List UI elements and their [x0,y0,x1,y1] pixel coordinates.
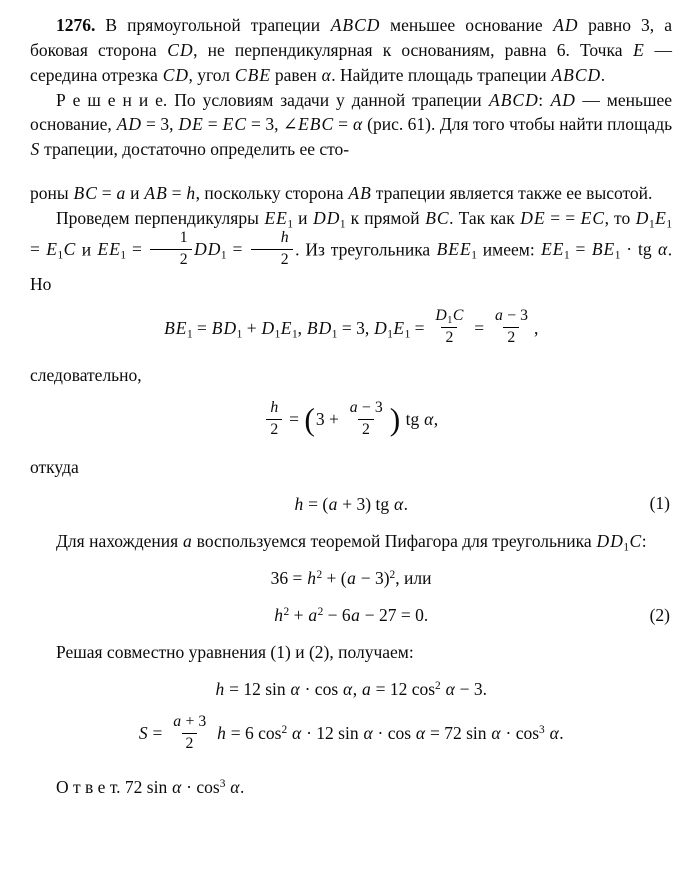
fraction: $\frac{a + 3}{2}$ [173,712,207,752]
superscript: 2 [283,605,290,618]
fraction: $\frac{D_1C}{2}$ [435,307,464,347]
math-inline: ABCD [489,89,538,110]
math-inline: h = 12 sin α · cos α, a = 12 $\cos^2 \alpha - 3$. [215,679,488,700]
subscript: 1 [186,328,193,341]
subscript: 1 [387,328,393,341]
math-inline: S = [138,723,163,744]
solution-paragraph-2: роны BC = a и AB = h, поскольку сторона AB трапеции является также ее высотой. [30,183,653,204]
fraction: $\frac{h}{2}$ [266,399,283,440]
equation-be1 [30,309,672,350]
superscript: 2 [316,568,323,581]
math-inline: a [183,531,192,552]
equation-body: $36 = h^2 + (a - 3)^2$, или [270,568,432,589]
equation-pythagoras [30,567,672,591]
math-inline: $DD_1C$ [596,531,642,554]
math-inline: DE = EC = 3 [178,114,275,135]
equation-body [215,679,487,699]
problem-statement: 1276. В прямоугольной трапеции ABCD меньшее основание AD равно 3, а боковая сторона CD, не перпендикулярная к основаниям, равна 6. Точка E — середина отрезка CD, угол CBE равен α. Найдите площадь трапеции ABCD. [30,15,672,85]
math-inline: $36 = h^2 + (a - 3)^2$ [270,568,396,589]
solution-paragraph-3: Проведем перпендикуляры $EE_1$ и $DD_1$ к прямой BC. Так как DE = = EC, то $D_1E_1 = E_1C$ и $EE_1$ = $\frac{1}{2}$ $DD_1$ = $\frac{h}{2}$ . Из треугольника $BEE_1$ имеем: $EE_1 = BE_1$ · tg α. Но [30,207,673,294]
big-paren: ) [389,402,401,438]
superscript: 2 [389,568,396,581]
equation-2 [30,604,672,628]
superscript: 3 [219,777,226,790]
equation-area [30,712,672,756]
equation-number: (1) [649,493,670,514]
math-inline: AB = h [144,183,196,204]
math-inline: = [289,409,299,430]
fraction: $\frac{a - 3}{2}$ [349,399,383,438]
math-inline: $BE_1 = BD_1 + D_1E_1$, $BD_1 = 3$, $D_1E_1$ = [164,317,425,341]
math-inline: E [633,39,644,60]
math-inline: $DD_1$ [313,207,346,231]
math-inline: h = 6 $\cos^2 \alpha \cdot 12$ sin α · cos α = 72 $\sin \alpha \cdot \cos^3 \alpha$. [217,723,564,744]
subscript: 1 [648,218,655,231]
math-inline: S [30,139,40,160]
equation-body [274,605,429,625]
math-inline: $h^2 + a^2 - 6a - 27 = 0$. [274,604,429,625]
math-inline: $DD_1$ = [194,239,243,262]
math-inline: 72 $\sin \alpha \cdot \cos^3 \alpha$ [124,776,240,797]
math-inline: AD [550,89,575,110]
equation-h-half [30,401,672,442]
answer: О т в е т. 72 $\sin \alpha \cdot \cos^3 \alpha$. [56,776,245,797]
superscript: 2 [317,605,324,618]
subscript: 1 [623,541,630,554]
subscript: 1 [120,249,127,262]
math-inline: tg α, [405,409,439,430]
math-inline: $EE_1 = BE_1$ · tg α [541,239,668,262]
math-inline: , [534,317,539,338]
subscript: 1 [614,249,621,262]
subscript: 1 [287,218,294,231]
math-inline: CBE [234,64,271,85]
subscript: 1 [57,249,64,262]
math-inline: α [321,64,331,85]
equation-body [164,307,539,347]
subscript: 1 [220,249,227,262]
equation-body [294,494,408,514]
math-inline: $EE_1$ = [97,239,142,262]
fraction: $\frac{a - 3}{2}$ [495,307,529,347]
math-inline: ABCD [551,64,601,85]
math-inline: h = (a + 3) tg α. [294,493,409,514]
math-inline: = EC [565,207,605,228]
subscript: 1 [447,315,453,327]
math-inline: AB [348,183,371,204]
math-inline: AD = 3 [116,114,170,135]
math-inline: BC [425,207,449,228]
math-inline: AD [553,15,578,35]
superscript: 2 [435,679,441,692]
superscript: 2 [281,723,288,736]
equation-number: (2) [649,604,670,625]
math-inline: CD [162,64,189,85]
subscript: 1 [471,249,477,262]
math-inline: CD [167,39,193,60]
connector-sledovatelno: следовательно, [30,365,142,386]
subscript: 1 [236,328,243,341]
math-inline: ∠EBC = α [282,114,363,135]
equation-1 [30,493,672,517]
fraction: $\frac{h}{2}$ [250,229,293,270]
solution-paragraph-4: Для нахождения a воспользуемся теоремой Пифагора для треугольника $DD_1C$: [56,531,647,554]
solution-paragraph-5: Решая совместно уравнения (1) и (2), получаем: [56,642,414,663]
equation-body [264,399,439,438]
math-inline: $D_1E_1 = E_1C$ [30,207,673,262]
math-inline: BC = a [73,183,126,204]
subscript: 1 [274,328,281,341]
subscript: 1 [666,218,673,231]
equation-body [138,712,564,752]
subscript: 1 [404,328,411,341]
math-inline: $BEE_1$ [436,239,477,262]
big-paren: ( [304,402,315,438]
math-inline: 3 + [315,409,339,430]
math-inline: DE = [520,207,561,228]
fraction: $\frac{1}{2}$ [150,229,192,270]
subscript: 1 [331,328,338,341]
math-inline: $EE_1$ [264,207,294,231]
solution-paragraph-1: Р е ш е н и е. По условиям задачи у данной трапеции ABCD: AD — меньшее основание, AD = 3, DE = EC = 3, ∠EBC = α (рис. 61). Для того чтобы найти площадь S трапеции, достаточно определить ее сто- [30,89,673,160]
bold-text: 1276. [56,15,96,35]
equation-h-a [30,678,672,702]
subscript: 1 [339,218,346,231]
subscript: 1 [563,249,570,262]
math-inline: ABCD [330,15,380,35]
superscript: 3 [539,723,545,736]
connector-otkuda: откуда [30,456,79,477]
math-inline: = [474,317,485,338]
subscript: 1 [291,328,298,341]
